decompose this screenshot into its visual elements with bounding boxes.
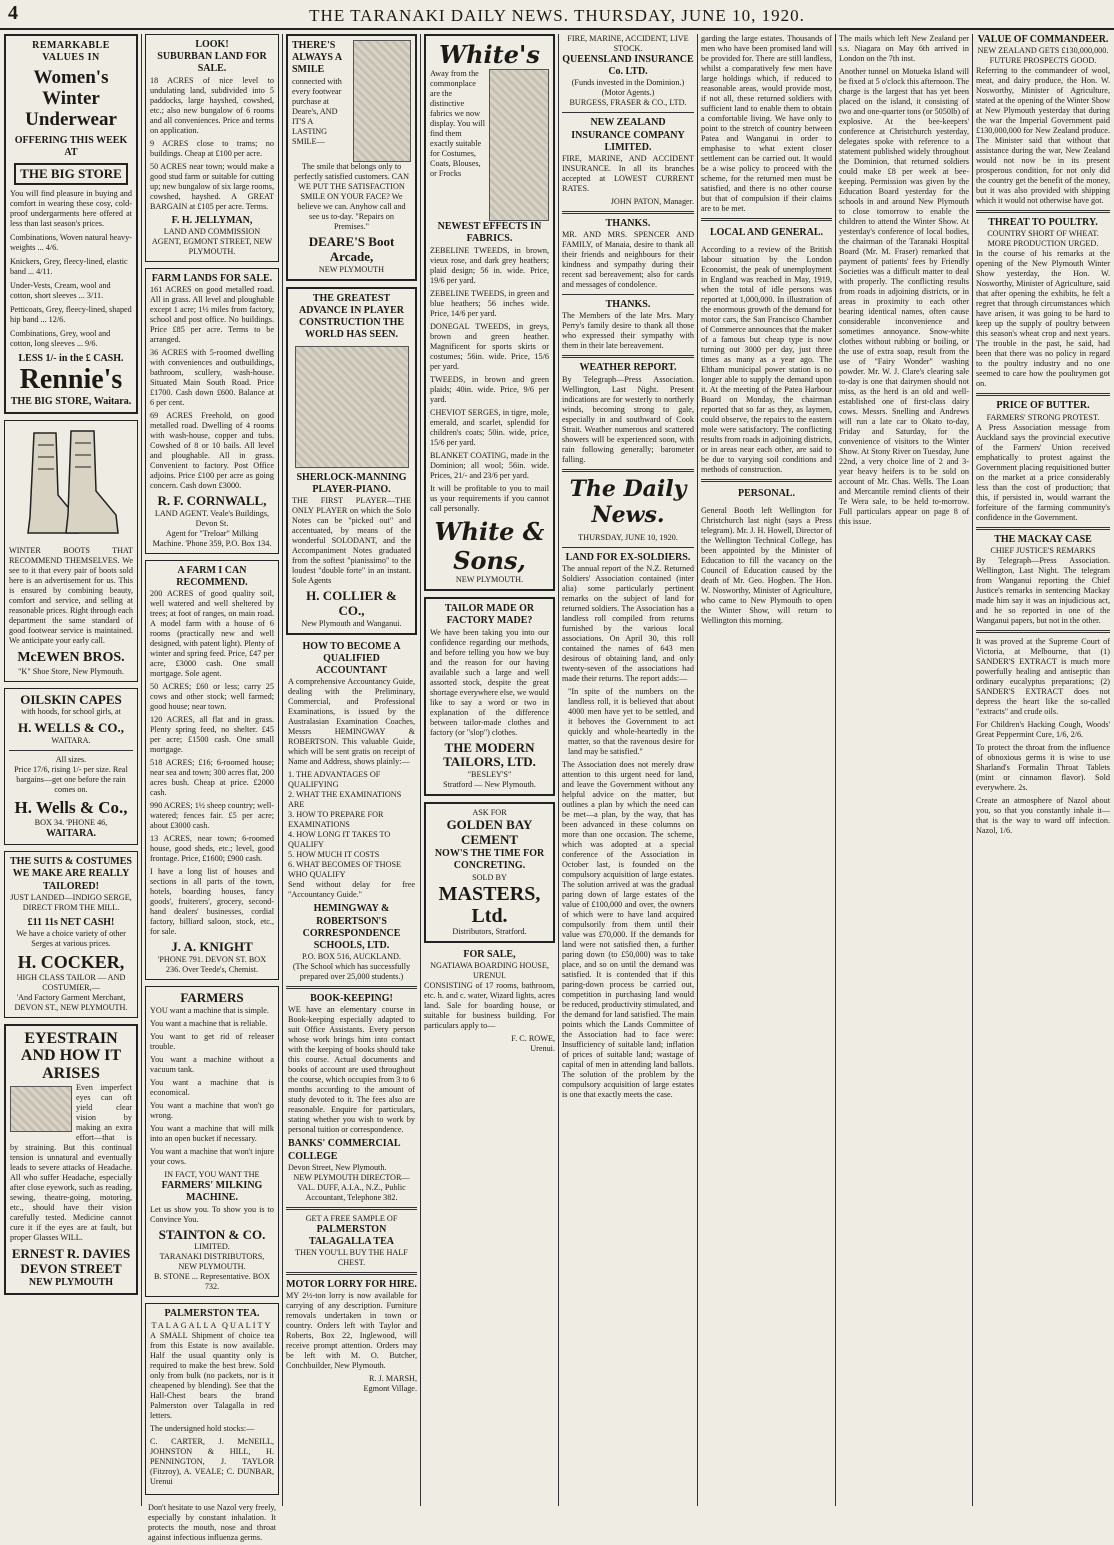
article-subhead: COUNTRY SHORT OF WHEAT. xyxy=(987,229,1099,239)
advertiser-name: J. A. KNIGHT xyxy=(171,939,253,955)
weather-body: By Telegraph—Press Association. Wellington, Last Night. Present indications are for westerly to northerly winds, becoming strong to gale, especially in and southward of Cook Strait. Weather numerous and scattered showers will be experienced soon, with rain following generally; barometer falling. xyxy=(562,374,694,464)
ad-headline: THE GREATEST ADVANCE IN PLAYER CONSTRUCTION THE WORLD HAS SEEN. xyxy=(298,292,405,341)
ad-body: Away from the commonplace are the distinctive fabrics we now display. You will find them exactly suitable for Costumes, Coats, Blouses, or Frocks xyxy=(430,69,485,179)
article-subhead: MORE PRODUCTION URGED. xyxy=(987,239,1099,249)
editorial-body: The annual report of the N.Z. Returned Soldiers' Association contained (inter alia) some particularly pertinent remarks on the subject of land for returned soldiers. The Association has a landless roll compiled from returns furnished by the various local associations. On April 30, this roll contained the names of 643 men desirous of obtaining land, and only twenty-seven of the associations had made their returns. The report adds:— xyxy=(562,564,694,684)
ad-subline: SHERLOCK-MANNING PLAYER-PIANO. xyxy=(296,471,407,495)
ad-price: Price 17/6, rising 1/- per size. Real bargains—get one before the rain comes on. xyxy=(14,765,128,795)
ad-note: It will be profitable to you to mail us your requirements if you cannot call personally. xyxy=(430,483,549,513)
notice-heading: THANKS. xyxy=(605,217,651,229)
stockist-list: C. CARTER, J. McNEILL, JOHNSTON & HILL, H. PENNINGTON, J. TAYLOR (Fitzroy), A. VEALE; C. DUNBAR, Urenui xyxy=(150,1436,274,1486)
column-2 xyxy=(145,34,279,1542)
article-body: By Telegraph—Press Association. Wellington, Last Night. The telegram from Wanganui reporting the Chief Justice's remarks in sentencing Mackay made him say it was an injudicious act, and he so reported in one of the Wanganui papers, but not in the other. xyxy=(976,555,1110,625)
ad-line: Send without delay for free "Accountancy Guide." xyxy=(288,880,415,900)
article-body: In the course of his remarks at the opening of the New Plymouth Winter Show yesterday, the Hon. W. Nosworthy, Minister of Agriculture, said that after opening the exhibits, he felt a regret that through circumstances which have arisen, it was going to be hard to keep up the supply of poultry between this season's wheat crop and next years. The trouble in the past, he said, had been that there was no policy in regard to the poultry industry and no one seemed to care how the poultrymen got on. xyxy=(976,249,1110,389)
ad-line: YOU want a machine that is simple. xyxy=(150,1006,269,1016)
ad-headline: THE SUITS & COSTUMES WE MAKE ARE REALLY TAILORED! xyxy=(10,856,132,892)
editorial-masthead: The Daily News. xyxy=(569,475,687,529)
price-item: Knickers, Grey, fleecy-lined, elastic band ... 4/11. xyxy=(10,257,128,277)
hemingway-ad xyxy=(286,641,417,982)
section-body: According to a review of the British labour situation by the London Economist, the peak of unemployment in England was reached in May, 1919, when the total of idle persons was reported at 1,000,000. In illustration of the enormous growth of the demand for motor cars, the San Francisco Chamber of Commerce announces that the maker of a famous but cheap type is now turning out 3000 per day, just three times as many as a year ago. The Eltham municipal power station is no longer able to supply the demand upon it. At the meeting of the Patea Harbour Board on Monday, the chairman reported that so far as they, as laymen, could observe, the repairs to the eastern mole were satisfactory. The conflicting results from roads in adjoining districts, or in areas near each other, are said to be due to varying soil conditions and methods of construction. xyxy=(701,245,832,475)
advertiser-line: HIGH CLASS TAILOR — AND COSTUMIER,— xyxy=(16,972,126,992)
ad-headline: FARMERS xyxy=(180,990,244,1006)
banks-college-ad xyxy=(286,993,417,1203)
land-listing: 990 ACRES; 1½ sheep country; well-watered; fences fair. £5 per acre; about £3000 cash. xyxy=(150,801,274,831)
advertiser-name: THE MODERN TAILORS, LTD. xyxy=(443,739,536,770)
advertiser-contact: BOX 34. 'PHONE 46, xyxy=(34,818,108,828)
ad-kicker: ASK FOR xyxy=(472,808,507,818)
ad-body: CONSISTING of 17 rooms, bathroom, etc. h. and c. water, Wizard lights, acres land. Sale for boarding house, or suitable for business building. For particulars apply to— xyxy=(424,980,555,1030)
collier-ad xyxy=(286,287,417,635)
masthead xyxy=(0,0,1114,30)
editorial-headline: LAND FOR EX-SOLDIERS. xyxy=(565,552,691,564)
advertiser-agent: BURGESS, FRASER & CO., LTD. xyxy=(569,98,687,108)
ad-headline: BOOK-KEEPING! xyxy=(310,993,393,1005)
advertiser-name: HEMINGWAY & ROBERTSON'S CORRESPONDENCE SCHOOLS, LTD. xyxy=(302,903,401,951)
article-subhead: FUTURE PROSPECTS GOOD. xyxy=(989,56,1097,66)
ad-body: We have been taking you into our confidence regarding our methods, and before telling you how we buy and the reason for our having available such a large and well assorted stock, despite the great shortage everywhere else, we would like to say a word or two in explanation of the difference between tailor-made clothes and factory (or "slop") clothes. xyxy=(430,627,549,737)
notice-body: The Members of the late Mrs. Mary Perry's family desire to thank all those who expressed their sympathy with them in their late bereavement. xyxy=(562,311,694,351)
advertiser-town: NEW PLYMOUTH xyxy=(318,264,385,274)
notice-heading: THANKS. xyxy=(605,299,651,311)
whites-ad xyxy=(424,34,555,591)
big-store-logo: THE BIG STORE xyxy=(14,163,128,185)
palmerston-tea-ad xyxy=(145,1303,279,1494)
deare-ad xyxy=(286,34,417,281)
guide-item: 1. THE ADVANTAGES OF QUALIFYING xyxy=(288,770,381,790)
guide-item: 4. HOW LONG IT TAKES TO QUALIFY xyxy=(288,830,391,850)
ad-body: WE have an elementary course in Book-keeping especially adapted to suit Office Assistants. Every person whose work brings him into contact with the keeping of books should take this course. Actual documents and books of account are used throughout the course, which occupies from 3 to 6 months according to the amount of study devoted to it. The fees also are reasonable. Enquire for particulars, stating whether you wish to work by personal tuition or correspondence. xyxy=(288,1005,415,1135)
advertiser-name: Rennie's xyxy=(19,364,123,396)
article-subhead: CHIEF JUSTICE'S REMARKS xyxy=(990,545,1096,555)
editorial-date: THURSDAY, JUNE 10, 1920. xyxy=(578,533,678,543)
advertiser-contact: JOHN PATON, Manager. xyxy=(610,196,694,206)
ad-line: You want to get rid of releaser trouble. xyxy=(150,1032,274,1052)
ad-headline: GOLDEN BAY CEMENT xyxy=(446,817,533,848)
land-listing: 120 ACRES, all flat and in grass. Plenty spring feed, no shelter. £45 per acre; £1500 cash. One small mortgage. xyxy=(150,715,274,755)
fabric-listing: BLANKET COATING, made in the Dominion; all wool; 56in. wide. Prices, 21/- and 23/6 per yard. xyxy=(430,450,549,480)
ad-note: All sizes. xyxy=(55,755,87,765)
advertiser-name: R. F. CORNWALL, xyxy=(157,492,267,508)
tea-sample-ad xyxy=(286,1214,417,1268)
editorial-quote: "In spite of the numbers on the landless roll, it is believed that about 4000 men have yet to be settled, and it behoves the Government to act quickly and whole-heartedly in the matter, so that the ravenous desire for land may be satisfied." xyxy=(568,687,694,757)
masters-ad xyxy=(424,802,555,942)
article-headline: VALUE OF COMMANDEER. xyxy=(977,34,1109,45)
marsh-lorry-ad xyxy=(286,1279,417,1394)
sanders-notice: It was proved at the Supreme Court of Victoria, at Melbourne, that (1) SANDER'S EXTRACT is much more powerfully healing and antiseptic than ordinary eucalyptus preparations; (2) SANDER'S EXTRACT does not depress the heart like the so-called "extracts" and crude oils. xyxy=(976,636,1110,716)
advertiser-town: WAITARA. xyxy=(45,828,97,840)
advertiser-address: 'And Factory Garment Merchant, DEVON ST., NEW PLYMOUTH. xyxy=(14,992,128,1012)
advertiser-contact: NEW PLYMOUTH DIRECTOR— VAL. DUFF, A.I.A., N.Z., Public Accountant, Telephone 382. xyxy=(293,1172,410,1202)
advertiser-line: Distributors, Stratford. xyxy=(452,926,527,936)
ad-headline: THERE'S ALWAYS A SMILE xyxy=(292,40,342,76)
ad-subline: NOW'S THE TIME FOR CONCRETING. xyxy=(434,848,545,872)
ad-headline: HOW TO BECOME A QUALIFIED ACCOUNTANT xyxy=(302,640,401,677)
advertiser-line: TARANAKI DISTRIBUTORS, NEW PLYMOUTH. xyxy=(159,1252,265,1272)
ad-body: with hoods, for school girls, at xyxy=(21,707,121,717)
ad-subline: NGATIAWA BOARDING HOUSE, URENUI. xyxy=(430,960,549,980)
page-number: 4 xyxy=(8,2,18,24)
column-rule xyxy=(972,34,973,1506)
face-illustration-icon xyxy=(10,1086,72,1132)
section-body: General Booth left Wellington for Christchurch last night (says a Press telegram). Mr. J. H. Howell, Director of the Wellington Technical College, has been appointed by the Minister of Education to fill the vacancy on the Council of Education caused by the death of Mr. Geo. Hogben. The Hon. W. Nosworthy, Minister of Agriculture, who came to New Plymouth to open the Winter Show, will return to Wellington this morning. xyxy=(701,506,832,626)
advertiser-name: F. C. ROWE, xyxy=(511,1033,555,1043)
davies-ad xyxy=(4,1024,138,1295)
ad-kicker: LOOK! xyxy=(195,39,229,50)
weather-heading: WEATHER REPORT. xyxy=(579,362,677,374)
column-7 xyxy=(839,34,969,1506)
ad-body: You will find pleasure in buying and comfort in wearing these cosy, cold-proof undergarments here offered at less than last season's prices. xyxy=(10,189,132,229)
ad-line: You want a machine that won't go wrong. xyxy=(150,1101,274,1121)
column-1 xyxy=(4,34,138,1506)
cough-cure-notice: For Children's Hacking Cough, Woods' Great Peppermint Cure, 1/6, 2/6. xyxy=(976,719,1110,739)
article-subhead: NEW ZEALAND GETS £130,000,000. xyxy=(977,46,1109,56)
advertiser-town: Stratford — New Plymouth. xyxy=(443,780,536,790)
product-name: PALMERSTON TALAGALLA TEA xyxy=(309,1223,394,1247)
insurance-ads xyxy=(562,34,694,207)
masthead-title: THE TARANAKI DAILY NEWS. THURSDAY, JUNE 10, 1920. xyxy=(309,6,805,25)
column-8 xyxy=(976,34,1110,1506)
ad-body: WINTER BOOTS THAT RECOMMEND THEMSELVES. We see to it that every pair of boots sold here is an advertisement for us. This is ensured by combining beauty, comfort and service, and selling at reasonable prices. Right through each department the same standard of good footwear service is maintained. We anticipate your early call. xyxy=(9,546,133,646)
advertiser-address: "K" Shoe Store, New Plymouth. xyxy=(18,666,124,676)
boots-illustration-icon xyxy=(16,425,126,543)
ad-price: £11 11s NET CASH! xyxy=(27,916,115,928)
ad-line: You want a machine that won't injure your cows. xyxy=(150,1147,274,1167)
ad-headline: FOR SALE, xyxy=(463,948,516,960)
besley-ad xyxy=(424,597,555,796)
ad-note: (The School which has successfully prepared over 25,000 students.) xyxy=(292,962,411,982)
ad-headline: GET A FREE SAMPLE OF xyxy=(305,1213,398,1223)
guide-item: 3. HOW TO PREPARE FOR EXAMINATIONS xyxy=(288,810,384,830)
guide-item: 5. HOW MUCH IT COSTS xyxy=(288,850,380,860)
advertiser-town: Egmont Village. xyxy=(363,1384,417,1394)
land-listing: 50 ACRES near town; would make a good stud farm or suitable for cutting up; new bungalow of six large rooms, cowshed, hayshed. A GREAT BARGAIN at £105 per acre. Terms. xyxy=(150,161,274,211)
column-rule xyxy=(697,34,698,1506)
ad-body: MY 2½-ton lorry is now available for carrying of any description. Furniture removals undertaken in town or country. Orders left with Taylor and Roberts, Box 22, Inglewood, will receive prompt attention. Orders may be left with M. O. Butcher, Conchbuilder, New Plymouth. xyxy=(286,1291,417,1371)
ad-line: (Funds invested in the Dominion.) (Motor Agents.) xyxy=(571,78,685,98)
column-rule xyxy=(558,34,559,1506)
ad-headline: MOTOR LORRY FOR HIRE. xyxy=(286,1279,417,1291)
nazol-note: Don't hesitate to use Nazol very freely, especially by constant inhalation. It protects the mouth, nose and throat against infectious influenza germs. xyxy=(148,1502,276,1542)
advertiser-contact: 'PHONE 791. DEVON ST. BOX 236. Over Teede's, Chemist. xyxy=(157,955,267,975)
article-body: A Press Association message from Auckland says the provincial executive of the Farmers' Union received emphatically to protest against the Government placing requisitioned butter on the market at a price considerably less than the cost of production; that this, if persisted in, would warrant the forfeiture of the farming community's confidence in the Government. xyxy=(976,422,1110,522)
ad-body: Even imperfect eyes can oft yield clear vision by making an extra effort—that is by straining. But this continual tension is unnatural and eventually leads to severe attacks of Headache. All who suffer Headache, especially after close eyework, such as reading, sewing, theatre-going, motoring, etc., should have their vision carefully tested. Medicine cannot cure it if the eyes are at fault, but proper Glasses WILL. xyxy=(10,1082,132,1242)
fabric-listing: CHEVIOT SERGES, in tigre, mole, emerald, and scarlet, splendid for children's coats; 50in. wide, price, 15/6 per yard. xyxy=(430,407,549,447)
news-paragraph: Another tunnel on Motueka Island will be fixed at 5 o'clock this afternoon. The charge is the largest that has yet been placed on the island, it consisting of two and one-quarter tons (or 5050lb) of explosive. At the bee-keepers' conference at Christchurch yesterday, delegates spoke with reference to a statement published widely throughout the Dominion, that returned soldiers could make £8 per week at bee-keeping. Permission was given by the Education Board yesterday for the schools in and around New Plymouth to close tomorrow to enable the children to attend the Winter Show. At yesterday's conference of local bodies, the chairman of the Taranaki Hospital Board (Mr. M. Fraser) remarked that payment of patients' fees by Friendly Societies was a difficult matter to deal with properly. The conflicting results from roads in adjoining districts, or in areas in proximity to each other bearing identical names, often cause considerable inconvenience and sometimes annoyance. Snow-white clothes without rubbing or boiling, or the use of extra soap, result from the use of "Fairy Wonder" washing powder. Mr. W. J. Clare's clearing sale to-day is one that dairymen should not miss, as the herd is an old and well-established one of first-class dairy cows. Messrs. Snelling and Andrews will run a late car to Okato to-day, Friday and Saturday, for the convenience of visitors to the Winter Show. At Stony River on Tuesday, June 22nd, a very choice line of 2 and 3-year heavy heifers is to be sold on account of Mr. Chas. Wells. The Loan and Mercantile remind clients of their Te Wera sale, to be held to-morrow. Full particulars appear on page 8 of this issue. xyxy=(839,67,970,526)
article-headline: THREAT TO POULTRY. xyxy=(988,217,1098,229)
advertiser-line: "BESLEY'S" xyxy=(467,770,512,780)
formalin-notice: To protect the throat from the influence of obnoxious germs it is wise to use Sharland's Formalin Throat Tablets (mint or cinnamon flavor). Sold everywhere. 2s. xyxy=(976,742,1110,792)
advertiser-town: WAITARA. xyxy=(51,736,91,746)
product-name: FARMERS' MILKING MACHINE. xyxy=(161,1180,263,1204)
ad-headline: FARM LANDS FOR SALE. xyxy=(151,272,273,284)
nazol-notice: Create an atmosphere of Nazol about you, so that you constantly inhale it—that is the way to ward off infection. Nazol, 1/6. xyxy=(976,795,1110,835)
ad-line: You want a machine that will milk into an open bucket if necessary. xyxy=(150,1124,274,1144)
ad-body: JUST LANDED—INDIGO SERGE, DIRECT FROM THE MILL. xyxy=(10,892,132,912)
advertiser-name: NEW ZEALAND INSURANCE COMPANY LIMITED. xyxy=(571,117,685,153)
wells-ad xyxy=(4,688,138,846)
fabric-listing: DONEGAL TWEEDS, in greys, brown and green heather. Magnificent for sports skirts or costumes; 56in. wide. Price, 15/6 per yard. xyxy=(430,321,549,371)
ad-body: THE FIRST PLAYER—THE ONLY PLAYER on which the Solo Notes can be "picked out" and accentuated, by means of the wonderful SOLODANT, and the Accompaniment Notes graduated from the softest "pianissimo" to the loudest "double forte" in an instant. Sole Agents xyxy=(292,496,411,585)
player-piano-illustration-icon xyxy=(295,346,409,468)
advertiser-name: MASTERS, Ltd. xyxy=(438,882,541,927)
column-3 xyxy=(286,34,417,1506)
discount-note: LESS 1/- in the £ CASH. xyxy=(18,353,124,365)
advertiser-line: LIMITED. xyxy=(194,1242,230,1252)
advertiser-address: LAND AND COMMISSION AGENT, EGMONT STREET, NEW PLYMOUTH. xyxy=(151,226,273,256)
advertiser-name: White & Sons, xyxy=(434,516,545,575)
advertiser-street: DEVON STREET xyxy=(20,1260,122,1276)
ad-line: SOLD BY xyxy=(472,872,507,882)
ad-line: THEN YOU'LL BUY THE HALF CHEST. xyxy=(295,1248,408,1268)
land-listing: 50 ACRES; £60 or less; carry 25 cows and other stock; well farmed; good house; near town. xyxy=(150,682,274,712)
rennie-ad xyxy=(4,34,138,414)
advertiser-address: THE BIG STORE, Waitara. xyxy=(10,396,132,408)
ad-headline: Women's Winter Underwear xyxy=(25,67,117,131)
advertiser-address: LAND AGENT. Veale's Buildings, Devon St. xyxy=(154,508,270,528)
price-item: Petticoats, Grey, fleecy-lined, shaped hip band ... 12/6. xyxy=(10,305,132,325)
advertiser-address: P.O. BOX 516, AUCKLAND. xyxy=(302,952,401,962)
ad-line: You want a machine that is reliable. xyxy=(150,1019,268,1029)
ad-line: You want a machine without a vacuum tank. xyxy=(150,1055,274,1075)
fabric-listing: ZEBELINE TWEEDS, in brown, vieux rose, and dark grey heathers; plaid design; 56 in. wide. Price, 19/6 per yard. xyxy=(430,245,549,285)
ad-headline: EYESTRAIN AND HOW IT ARISES xyxy=(20,1029,122,1083)
column-rule xyxy=(282,34,283,1506)
rowe-sale-ad xyxy=(424,949,555,1054)
lady-in-coat-illustration-icon xyxy=(489,69,549,221)
section-heading: PERSONAL. xyxy=(738,488,795,500)
land-listing: 18 ACRES of nice level to undulating land, subdivided into 5 paddocks, large hayshed, cowshed, etc.; also new bungalow of 6 rooms and all conveniences. Price and terms on application. xyxy=(150,75,274,135)
land-listing: 69 ACRES Freehold, on good metalled road. Dwelling of 4 rooms with wash-house, copper and tubs. Cowshed of 8 or 10 bails. All level and ploughable. All in grass. Convenient to factory. Post Office adjoins. Price £100 per acre as going concern. Cash down £3000. xyxy=(150,410,274,490)
ad-body: A SMALL Shipment of choice tea from this Estate is now available. Half the usual quantity only is required to make the best brew. Sold only from bulk (no packets, nor is it cheapened by blending). See that the Hall-Chest bears the brand Palmerston over Talagalla in red letters. xyxy=(150,1330,274,1420)
advertiser-town: New Plymouth and Wanganui. xyxy=(301,618,402,628)
column-6 xyxy=(701,34,832,1506)
land-listing: 161 ACRES on good metalled road. All in grass. All level and ploughable except 1 acre; 1½ miles from factory, school and post office. No buildings. Price £85 per acre. Terms to be arranged. xyxy=(150,284,274,344)
ad-subline: OFFERING THIS WEEK AT xyxy=(14,135,128,159)
advertiser-name: ERNEST R. DAVIES xyxy=(11,1245,131,1261)
article-headline: THE MACKAY CASE xyxy=(994,533,1092,545)
section-heading: LOCAL AND GENERAL. xyxy=(709,227,824,238)
advertiser-name: QUEENSLAND INSURANCE Co. LTD. xyxy=(562,54,694,78)
ad-kicker: REMARKABLE VALUES IN xyxy=(32,40,110,64)
price-item: Under-Vests, Cream, wool and cotton, short sleeves ... 3/11. xyxy=(10,281,111,301)
ad-body: A comprehensive Accountancy Guide, dealing with the Preliminary, Commercial, and Professional Examinations, is issued by the Australasian Examination Coaches, Messrs HEMINGWAY & ROBERTSON. This valuable Guide, which will be sent gratis on receipt of Name and Address, shows plainly:— xyxy=(288,677,415,767)
cocker-ad xyxy=(4,851,138,1018)
ad-line: Let us show you. To show you is to Convince You. xyxy=(150,1204,274,1224)
column-5 xyxy=(562,34,694,1506)
fabric-listing: TWEEDS, in brown and green plaids; 40in. wide. Price, 9/6 per yard. xyxy=(430,374,549,404)
ad-line: The undersigned hold stocks:— xyxy=(150,1423,255,1433)
advertiser-town: Urenui. xyxy=(530,1043,555,1053)
article-subhead: FARMERS' STRONG PROTEST. xyxy=(986,412,1100,422)
ad-body: connected with every footwear purchase at Deare's, AND IT'S A LASTING SMILE— xyxy=(292,76,342,146)
advertiser-town: NEW PLYMOUTH. xyxy=(455,575,524,585)
advertiser-name: R. J. MARSH, xyxy=(368,1374,417,1384)
advertiser-name: F. H. JELLYMAN, xyxy=(171,214,253,226)
advertiser-contact: B. STONE ... Representative. BOX 732. xyxy=(153,1272,271,1292)
ad-line: You want a machine that is economical. xyxy=(150,1078,274,1098)
ad-body: FIRE, MARINE, AND ACCIDENT INSURANCE. In all its branches accepted at LOWEST CURRENT RATES. xyxy=(562,153,694,193)
price-item: Combinations, Grey, wool and cotton, long sleeves ... 9/6. xyxy=(10,329,111,349)
smiling-man-illustration-icon xyxy=(353,40,411,162)
jellyman-ad xyxy=(145,34,279,262)
advertiser-name: H. Wells & Co., xyxy=(14,798,128,818)
advertiser-name: McEWEN BROS. xyxy=(17,650,125,666)
land-listing: 200 ACRES of good quality soil, well watered and well sheltered by trees; at foot of ranges, on main road. A model farm with a house of 6 rooms (practically new and well designed, with patent light). Plenty of winter and spring feed. Price, £47 per acre, £3000 cash. One small mortgage. Sole agent. xyxy=(150,589,274,679)
knight-ad xyxy=(145,560,279,980)
editorial-body: The Association does not merely draw attention to this urgent need for land, and leave the Government without any helpful advice on the matter, but outlines a plan by which the need can be met—a plan, by the way, that has been advanced in these columns on more than one occasion. The scheme, which was adopted at a special conference of the Association in October last, is founded on the compulsory acquisition of large estates. The solution arrived at was the gradual paring down of large estates of the value of £100,000 and over, the owners of which were to have land acquired compulsorily from them until their value was £70,000. If the demands for land were not satisfied then, a further paring down (to £50,000) was to take place, and so on until the demand was satisfied. It is contended that if this paring-down process be carried out, competition in purchasing land would be reduced, productivity stimulated, and the demand for land satisfied. The main points which the Lands Committee of the Association had to face were: Insufficiency of suitable land; inflation of prices of suitable land; wastage of capital of men in attending land ballots. The solution of the problem by the compulsory acquisition of large estates is one that exactly meets the case. xyxy=(562,760,694,1100)
ad-headline: OILSKIN CAPES xyxy=(20,691,122,707)
ad-kicker: FIRE, MARINE, ACCIDENT, LIVE STOCK. xyxy=(567,34,689,53)
editorial-continued: garding the large estates. Thousands of men who have been promised land will be provided for. There are still landless, whilst a comparatively few men have large holdings which, if reduced to reasonable areas, would provide most, if not all, these returned soldiers with sufficient land to enable them to obtain a comfortable living. We have only to point to the stretch of country between Patea and Wanganui in order to emphasise to what extent closer settlement can be carried out. It would be a wise policy to proceed with the scheme, for the returned men must be satisfied, and there is no other course but that of compulsion if their claims are to be met. xyxy=(701,34,832,213)
notice-body: MR. AND MRS. SPENCER AND FAMILY, of Manaia, desire to thank all their friends and neighbours for their kindness and sympathy during their recent sad bereavement; also for cards and messages of condolence. xyxy=(562,230,694,290)
cornwall-ad xyxy=(145,268,279,554)
column-rule xyxy=(141,34,142,1506)
ad-headline: SUBURBAN LAND FOR SALE. xyxy=(157,51,267,75)
advertiser-name: BANKS' COMMERCIAL COLLEGE xyxy=(288,1138,400,1162)
article-body: Referring to the commandeer of wool, meat, and dairy produce, the Hon. W. Nosworthy, Minister of Agriculture, stated at the opening of the Winter Show at New Plymouth yesterday that during the war the Imperial Government paid £130,000,000 for New Zealand produce. The Minister said that without that assistance during the war, New Zealand would not now be in its present prosperous condition, for not only did the country get the benefit of the money, but it was also provided with shipping which it would not otherwise have got. xyxy=(976,66,1110,206)
ad-subline: TALAGALLA QUALITY xyxy=(151,1320,273,1330)
ad-headline: NEWEST EFFECTS IN FABRICS. xyxy=(437,221,542,245)
advertiser-name: H. COCKER, xyxy=(17,952,125,973)
land-listing: 518 ACRES; £16; 6-roomed house; near sea and town; 300 acres flat, 200 acres bush. Cheap at price. £2000 cash. xyxy=(150,758,274,798)
ad-headline: PALMERSTON TEA. xyxy=(164,1308,260,1320)
guide-item: 2. WHAT THE EXAMINATIONS ARE xyxy=(288,790,402,810)
ad-body: We have a choice variety of other Serges at various prices. xyxy=(16,929,126,949)
mcewen-ad xyxy=(4,420,138,681)
ad-body: The smile that belongs only to perfectly satisfied customers. CAN WE PUT THE SATISFACTION SMILE ON YOUR FACE? We believe we can. Anyhow call and see us to-day. "Repairs on Premises." xyxy=(293,162,410,231)
ad-body: I have a long list of houses and sections in all parts of the town, hotels, boarding houses, fancy goods', fruiterers', grocery, second-hand dealers' businesses, cordial factory, billiard saloon, stock, etc., for sale. xyxy=(150,867,274,937)
column-rule xyxy=(835,34,836,1506)
ad-headline: A FARM I CAN RECOMMEND. xyxy=(176,564,248,589)
fabric-listing: ZEBELINE TWEEDS, in green and blue heathers; 56 inches wide. Price, 14/6 per yard. xyxy=(430,288,549,318)
news-paragraph: The mails which left New Zealand per s.s. Niagara on May 6th arrived in London on the 7th inst. xyxy=(839,34,969,63)
advertiser-name: DEARE'S Boot Arcade, xyxy=(308,234,395,264)
advertiser-name: H. WELLS & CO., xyxy=(18,720,124,736)
column-rule xyxy=(420,34,421,1506)
advertiser-note: Agent for "Treloar" Milking Machine. 'Phone 359, P.O. Box 134. xyxy=(152,528,272,548)
advertiser-name: STAINTON & CO. xyxy=(158,1226,266,1242)
stainton-ad xyxy=(145,986,279,1297)
advertiser-logo: White's xyxy=(439,40,540,69)
land-listing: 9 ACRES close to trams; no buildings. Cheap at £100 per acre. xyxy=(150,138,274,158)
advertiser-town: NEW PLYMOUTH xyxy=(28,1276,114,1288)
land-listing: 13 ACRES, near town; 6-roomed house, good sheds, etc.; level, good frontage. Price, £1600; £900 cash. xyxy=(150,834,274,864)
article-headline: PRICE OF BUTTER. xyxy=(996,400,1090,412)
column-4 xyxy=(424,34,555,1506)
ad-line: IN FACT, YOU WANT THE xyxy=(164,1170,260,1180)
ad-headline: TAILOR MADE OR FACTORY MADE? xyxy=(444,603,535,627)
guide-item: 6. WHAT BECOMES OF THOSE WHO QUALIFY xyxy=(288,860,402,880)
land-listing: 36 ACRES with 5-roomed dwelling with conveniences and outbuildings, bathroom, scullery, wash-house. Situated Main South Road. Price £1700. Cash down £600. Balance at 6 per cent. xyxy=(150,347,274,407)
price-item: Combinations, Woven natural heavy-weights ... 4/6. xyxy=(10,233,132,253)
advertiser-town: Devon Street, New Plymouth. xyxy=(288,1162,387,1172)
advertiser-name: H. COLLIER & CO., xyxy=(306,588,397,618)
